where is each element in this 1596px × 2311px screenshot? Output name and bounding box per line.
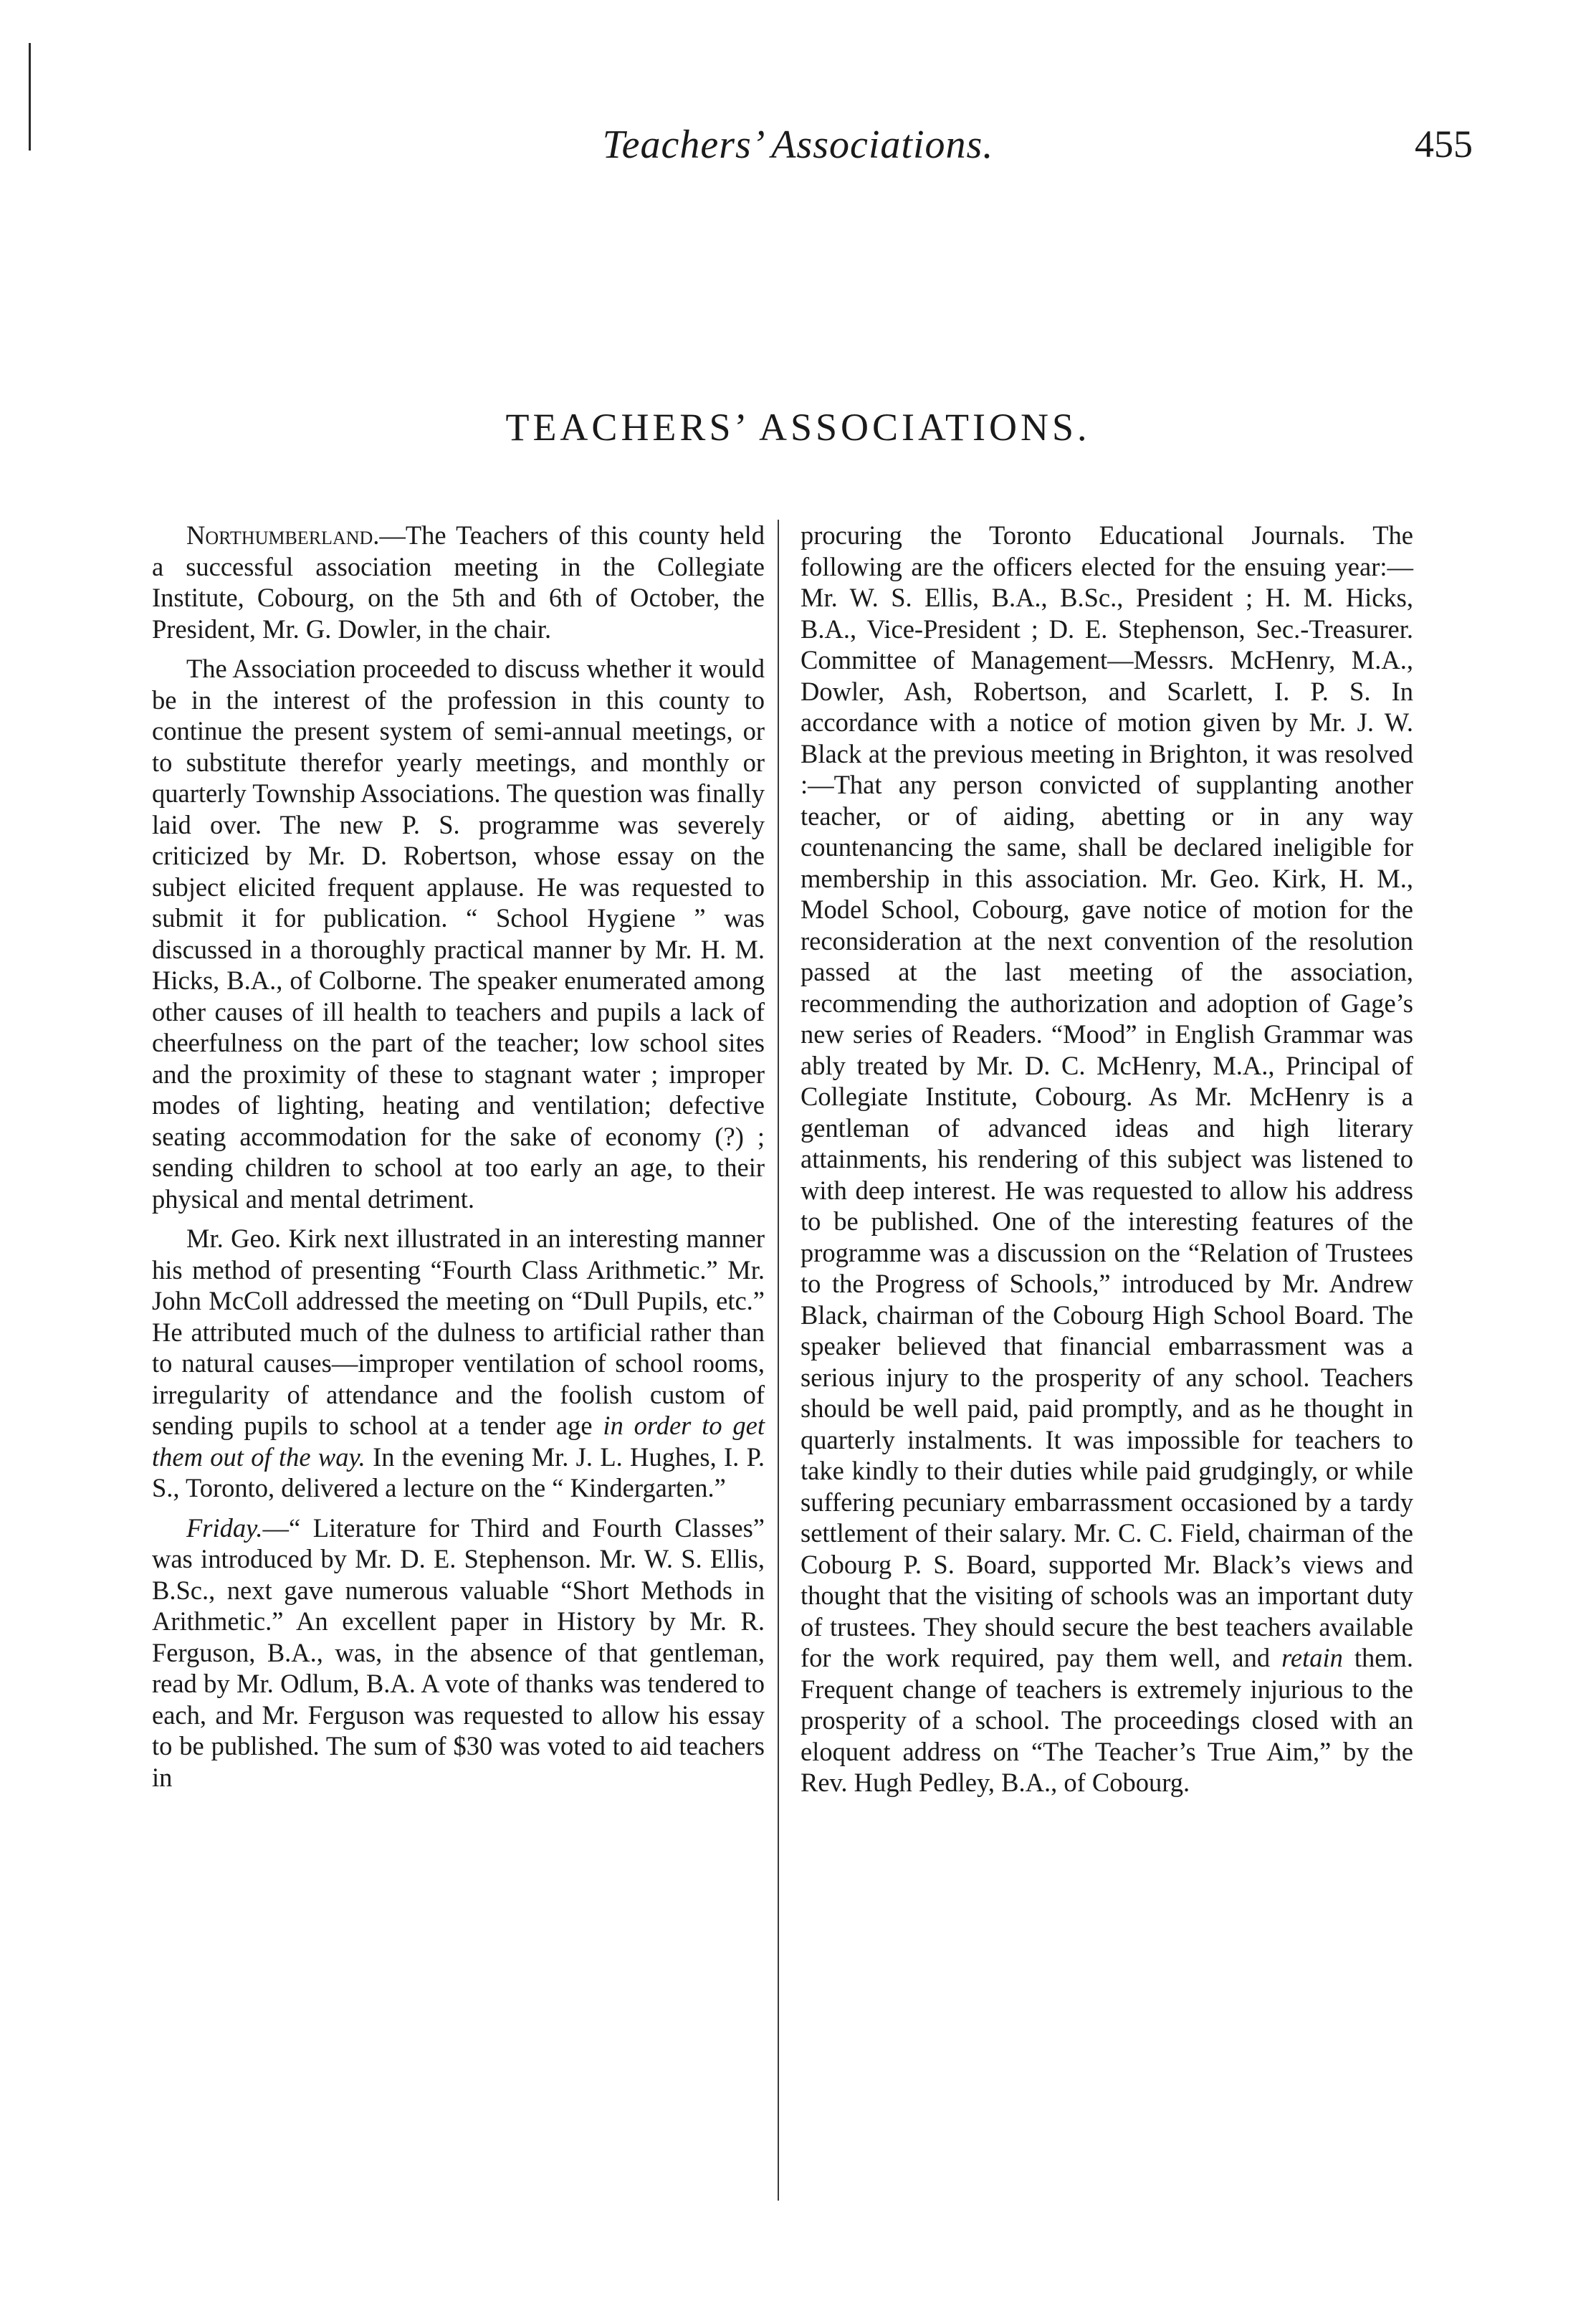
paragraph-northumberland: [152, 520, 765, 644]
paragraph-lead: Friday.: [186, 1512, 263, 1543]
paragraph-text-tail: them. Frequent change of teachers is extremely injurious to the prosperity of a school. The proceedings closed with an eloquent address on “The Teacher’s True Aim,” by the Rev. Hugh Pedley, B.A., of Cobourg.: [801, 1643, 1414, 1797]
paragraph-text: —The Teachers of this county held a successful association meeting in the Collegiate Institute, Cobourg, on the 5th and 6th of October, the President, Mr. G. Dowler, in the chair.: [152, 520, 765, 644]
section-title: TEACHERS’ ASSOCIATIONS.: [505, 406, 1091, 449]
paragraph-text: Mr. Geo. Kirk next illustrated in an interesting manner his method of presenting “Fourth Class Arithmetic.” Mr. John McColl addressed the meeting on “Dull Pupils, etc.” He attributed much of the dulness to artificial rather than to natural causes—improper ventilation of school rooms, irregularity of attendance and the foolish custom of sending pupils to school at a tender age: [152, 1224, 765, 1440]
paragraph-text: —“ Literature for Third and Fourth Classes” was introduced by Mr. D. E. Stephenson. Mr. W. S. Ellis, B.Sc., next gave numerous valuable “Short Methods in Arithmetic.” An excellent paper in History by Mr. R. Ferguson, B.A., was, in the absence of that gentleman, read by Mr. Odlum, B.A. A vote of thanks was tendered to each, and Mr. Ferguson was requested to allow his essay to be published. The sum of $30 was voted to aid teachers in: [152, 1512, 765, 1792]
paragraph-friday: [152, 1512, 765, 1793]
paragraph-text-tail: In the evening Mr. J. L. Hughes, I. P. S., Toronto, delivered a lecture on the “ Kindergarten.”: [152, 1442, 765, 1502]
paragraph-discussion: The Association proceeded to discuss whether it would be in the interest of the profession in this county to continue the present system of semi-annual meetings, or to substitute therefor yearly meetings, and monthly or quarterly Township Associations. The question was finally laid over. The new P. S. programme was severely criticized by Mr. D. Robertson, whose essay on the subject elicited frequent applause. He was requested to submit it for publication. “ School Hygiene ” was discussed in a thoroughly practical manner by Mr. H. M. Hicks, B.A., of Colborne. The speaker enumerated among other causes of ill health to teachers and pupils a lack of cheerfulness on the part of the teacher; low school sites and the proximity of these to stagnant water ; improper modes of lighting, heating and ventilation; defective seating accommodation for the sake of economy (?) ; sending children to school at too early an age, to their physical and mental detriment.: [152, 654, 765, 1214]
right-column: [801, 520, 1413, 1807]
column-divider: [778, 520, 779, 2201]
paragraph-arithmetic: [152, 1223, 765, 1504]
italic-word: retain: [1281, 1643, 1343, 1672]
italic-phrase: in order to get them out of the way.: [152, 1411, 765, 1472]
left-column: [152, 520, 765, 1801]
paragraph-text: procuring the Toronto Educational Journals. The following are the officers elected for the ensuing year:—Mr. W. S. Ellis, B.A., B.Sc., President ; H. M. Hicks, B.A., Vice-President ; D. E. Stephenson, Sec.-Treasurer. Committee of Management—Messrs. McHenry, M.A., Dowler, Ash, Robertson, and Scarlett, I. P. S. In accordance with a notice of motion given by Mr. J. W. Black at the previous meeting in Brighton, it was resolved :—That any person convicted of supplanting another teacher, or of aiding, abetting or in any way countenancing the same, shall be declared ineligible for membership in this association. Mr. Geo. Kirk, H. M., Model School, Cobourg, gave notice of motion for the reconsideration at the next convention of the resolution passed at the last meeting of the association, recommending the authorization and adoption of Gage’s new series of Readers. “Mood” in English Grammar was ably treated by Mr. D. C. McHenry, M.A., Principal of Collegiate Institute, Cobourg. As Mr. McHenry is a gentleman of advanced ideas and high literary attainments, his rendering of this subject was listened to with deep interest. He was requested to allow his address to be published. One of the interesting features of the programme was a discussion on the “Relation of Trustees to the Progress of Schools,” introduced by Mr. Andrew Black, chairman of the Cobourg High School Board. The speaker believed that financial embarrassment was a serious injury to the prosperity of any school. Teachers should be well paid, paid promptly, and as he thought in quarterly instalments. It was impossible for teachers to take kindly to their duties while paid grudgingly, or while suffering pecuniary embarrassment occasioned by a tardy settlement of their salary. Mr. C. C. Field, chairman of the Cobourg P. S. Board, supported Mr. Black’s views and thought that the visiting of schools was an important duty of trustees. They should secure the best teachers available for the work required, pay them well, and: [801, 520, 1413, 1672]
running-title: Teachers’ Associations.: [602, 123, 994, 167]
page-number: 455: [1415, 123, 1473, 166]
paragraph-lead: Northumberland.: [186, 520, 380, 550]
paragraph-officers: [801, 520, 1413, 1798]
running-header: [0, 122, 1596, 179]
